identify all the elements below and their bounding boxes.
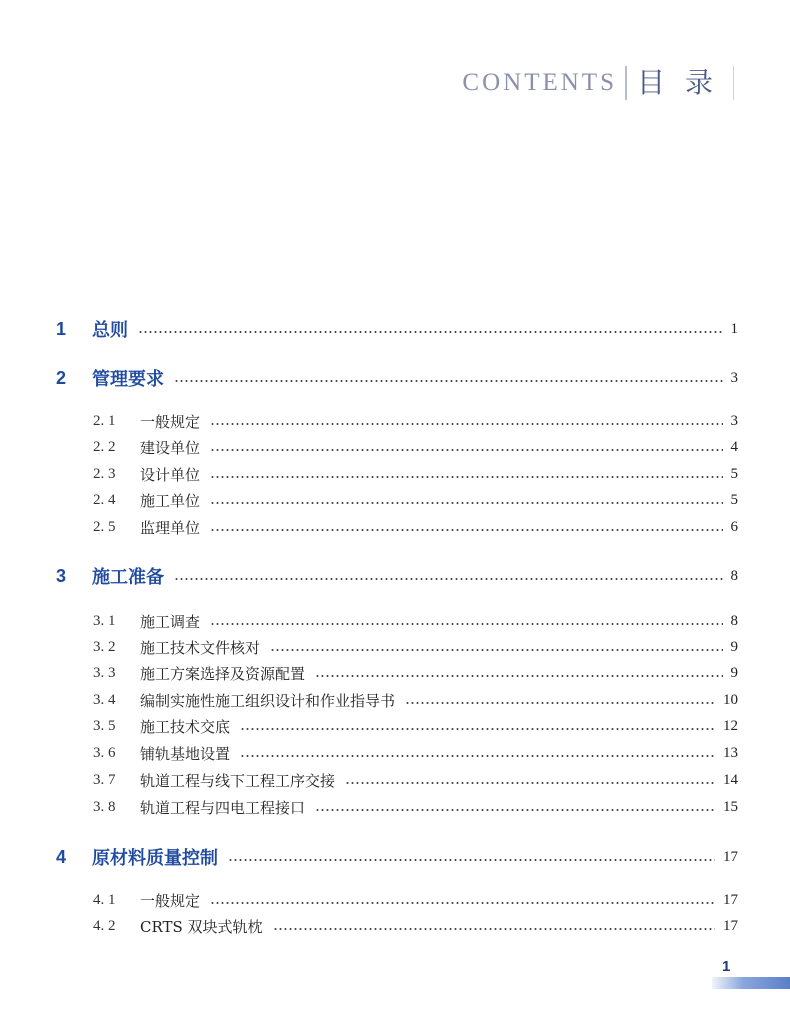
- toc-section[interactable]: [0, 490, 790, 510]
- section-number: 2. 1: [93, 412, 116, 429]
- section-number: 3. 6: [93, 744, 116, 761]
- leader-dots: [270, 649, 723, 651]
- chapter-page: 3: [730, 369, 738, 386]
- leader-dots: [210, 423, 723, 425]
- leader-dots: [174, 578, 723, 580]
- section-page: 8: [730, 612, 738, 629]
- leader-dots: [405, 702, 715, 704]
- toc-section[interactable]: [0, 411, 790, 431]
- leader-dots: [138, 331, 723, 333]
- section-number: 4. 1: [93, 891, 116, 908]
- section-title: 施工技术文件核对: [140, 638, 261, 657]
- section-title: 一般规定: [140, 891, 201, 910]
- leader-dots: [210, 449, 723, 451]
- toc-section[interactable]: [0, 637, 790, 657]
- section-number: 3. 3: [93, 664, 116, 681]
- section-title: 铺轨基地设置: [140, 744, 231, 763]
- leader-dots: [345, 782, 715, 784]
- section-title: 轨道工程与线下工程工序交接: [140, 771, 336, 790]
- toc-section[interactable]: [0, 517, 790, 537]
- section-number: 3. 1: [93, 612, 116, 629]
- toc-chapter[interactable]: [0, 565, 790, 587]
- section-page: 9: [730, 664, 738, 681]
- chapter-number: 3: [56, 565, 67, 586]
- toc-section[interactable]: [0, 663, 790, 683]
- chapter-page: 1: [730, 320, 738, 337]
- leader-dots: [240, 755, 715, 757]
- section-title: 编制实施性施工组织设计和作业指导书: [140, 691, 396, 710]
- leader-dots: [210, 623, 723, 625]
- toc-chapter[interactable]: [0, 367, 790, 389]
- section-page: 17: [723, 917, 738, 934]
- section-page: 15: [723, 798, 738, 815]
- toc-section[interactable]: [0, 716, 790, 736]
- section-page: 10: [723, 691, 738, 708]
- chapter-number: 4: [56, 846, 67, 867]
- toc-section[interactable]: [0, 743, 790, 763]
- section-page: 6: [730, 518, 738, 535]
- section-title: 施工调查: [140, 612, 201, 631]
- section-number: 3. 2: [93, 638, 116, 655]
- chapter-title: 总则: [92, 320, 128, 341]
- chapter-title: 管理要求: [92, 369, 164, 390]
- chapter-page: 8: [730, 567, 738, 584]
- section-page: 5: [730, 491, 738, 508]
- section-title: 施工方案选择及资源配置: [140, 664, 306, 683]
- toc-section[interactable]: [0, 611, 790, 631]
- section-number: 3. 7: [93, 771, 116, 788]
- section-title: CRTS 双块式轨枕: [140, 917, 263, 936]
- section-page: 3: [730, 412, 738, 429]
- toc-section[interactable]: [0, 916, 790, 936]
- contents-header: [462, 66, 734, 100]
- section-page: 5: [730, 465, 738, 482]
- section-number: 4. 2: [93, 917, 116, 934]
- section-title: 施工单位: [140, 491, 201, 510]
- section-number: 2. 3: [93, 465, 116, 482]
- section-number: 2. 5: [93, 518, 116, 535]
- leader-dots: [210, 502, 723, 504]
- section-page: 4: [730, 438, 738, 455]
- leader-dots: [240, 728, 715, 730]
- section-page: 13: [723, 744, 738, 761]
- chapter-number: 2: [56, 367, 67, 388]
- footer-decoration-bar: [712, 977, 790, 989]
- leader-dots: [315, 675, 723, 677]
- toc-section[interactable]: [0, 437, 790, 457]
- page-number: 1: [722, 958, 731, 975]
- section-number: 2. 2: [93, 438, 116, 455]
- chapter-title: 原材料质量控制: [92, 848, 218, 869]
- leader-dots: [228, 859, 715, 861]
- section-title: 设计单位: [140, 465, 201, 484]
- toc-section[interactable]: [0, 770, 790, 790]
- leader-dots: [210, 529, 723, 531]
- section-page: 12: [723, 717, 738, 734]
- leader-dots: [273, 928, 715, 930]
- contents-title-en: CONTENTS: [462, 66, 627, 100]
- contents-title-cn: 目录: [627, 66, 734, 100]
- leader-dots: [174, 380, 723, 382]
- toc-chapter[interactable]: [0, 846, 790, 868]
- leader-dots: [210, 476, 723, 478]
- chapter-number: 1: [56, 318, 67, 339]
- section-number: 3. 4: [93, 691, 116, 708]
- toc-section[interactable]: [0, 890, 790, 910]
- section-title: 施工技术交底: [140, 717, 231, 736]
- toc-section[interactable]: [0, 690, 790, 710]
- chapter-page: 17: [723, 848, 738, 865]
- section-title: 轨道工程与四电工程接口: [140, 798, 306, 817]
- toc-section[interactable]: [0, 464, 790, 484]
- leader-dots: [210, 902, 715, 904]
- toc-chapter[interactable]: [0, 318, 790, 340]
- section-title: 一般规定: [140, 412, 201, 431]
- section-page: 17: [723, 891, 738, 908]
- section-page: 14: [723, 771, 738, 788]
- section-number: 3. 8: [93, 798, 116, 815]
- section-page: 9: [730, 638, 738, 655]
- section-title: 监理单位: [140, 518, 201, 537]
- leader-dots: [315, 809, 715, 811]
- chapter-title: 施工准备: [92, 567, 164, 588]
- section-number: 3. 5: [93, 717, 116, 734]
- section-title: 建设单位: [140, 438, 201, 457]
- toc-section[interactable]: [0, 797, 790, 817]
- section-number: 2. 4: [93, 491, 116, 508]
